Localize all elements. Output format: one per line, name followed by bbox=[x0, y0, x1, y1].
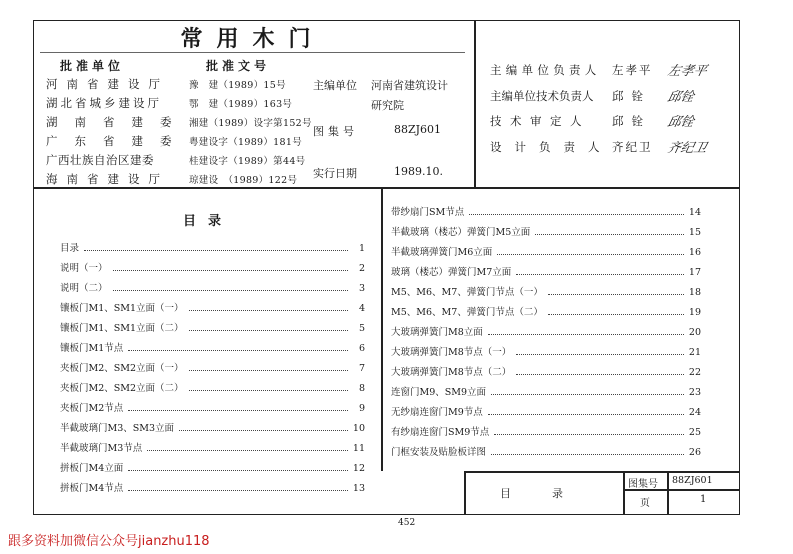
toc-item-label: 连窗门M9、SM9立面 bbox=[391, 387, 487, 398]
toc-item-page: 13 bbox=[352, 483, 365, 494]
staff-role: 设计负责人 bbox=[490, 140, 613, 154]
toc-item-label: 目录 bbox=[60, 243, 80, 254]
leader-dots bbox=[516, 374, 684, 375]
leader-dots bbox=[189, 390, 348, 391]
toc-item-page: 1 bbox=[358, 243, 365, 254]
leader-dots bbox=[128, 470, 348, 471]
leader-dots bbox=[128, 410, 348, 411]
approval-doc: 鄂 建（1989）163号 bbox=[189, 99, 293, 110]
toc-item-page: 10 bbox=[352, 423, 365, 434]
toc-item-label: 大玻璃弹簧门M8立面 bbox=[391, 327, 483, 338]
toc-item[interactable] bbox=[60, 240, 365, 254]
staff-role: 主编单位技术负责人 bbox=[490, 89, 594, 103]
atlas-value: 88ZJ601 bbox=[394, 123, 442, 136]
toc-item-page: 8 bbox=[358, 383, 365, 394]
leader-dots bbox=[548, 294, 684, 295]
toc-item-page: 23 bbox=[688, 387, 701, 398]
toc-item-page: 12 bbox=[352, 463, 365, 474]
title-underline bbox=[40, 52, 465, 53]
leader-dots bbox=[469, 214, 684, 215]
approval-doc: 桂建设字（1989）第44号 bbox=[189, 156, 306, 167]
approval-unit: 湖南省建委 bbox=[46, 115, 189, 129]
staff-signature: 邱铨 bbox=[665, 115, 696, 130]
toc-item-page: 17 bbox=[688, 267, 701, 278]
toc-item-page: 14 bbox=[688, 207, 701, 218]
leader-dots bbox=[84, 250, 348, 251]
toc-item-page: 26 bbox=[688, 447, 701, 458]
toc-item-label: 玻璃（楼芯）弹簧门M7立面 bbox=[391, 267, 512, 278]
toc-item-page: 6 bbox=[358, 343, 365, 354]
toc-item-page: 19 bbox=[688, 307, 701, 318]
leader-dots bbox=[516, 354, 684, 355]
toc-item[interactable] bbox=[60, 440, 365, 454]
toc-item[interactable] bbox=[391, 244, 701, 258]
toc-item-label: M5、M6、M7、弹簧门节点（一） bbox=[391, 287, 543, 298]
toc-item-label: 说明（一） bbox=[60, 263, 108, 274]
toc-item[interactable] bbox=[60, 260, 365, 274]
staff-signature: 邱铨 bbox=[665, 90, 696, 105]
leader-dots bbox=[189, 370, 348, 371]
approval-unit: 海南省建设厅 bbox=[46, 172, 169, 186]
toc-item-label: 夹板门M2、SM2立面（二） bbox=[60, 383, 184, 394]
date-label: 实行日期 bbox=[313, 167, 357, 180]
toc-item-page: 3 bbox=[358, 283, 365, 294]
staff-name: 齐纪卫 bbox=[612, 140, 653, 154]
toc-item-label: 半截玻璃门M3、SM3立面 bbox=[60, 423, 175, 434]
title-block-top bbox=[464, 471, 740, 473]
toc-item-page: 25 bbox=[688, 427, 701, 438]
approval-doc: 粤建设字（1989）181号 bbox=[189, 137, 303, 148]
toc-item[interactable] bbox=[60, 320, 365, 334]
approval-unit: 河南省建设厅 bbox=[46, 77, 169, 91]
approval-unit: 广东省建委 bbox=[46, 134, 189, 148]
title-block-page-label: 页 bbox=[640, 498, 650, 509]
toc-item[interactable] bbox=[60, 420, 365, 434]
toc-item[interactable] bbox=[391, 444, 701, 458]
toc-item-label: 半截玻璃弹簧门M6立面 bbox=[391, 247, 493, 258]
leader-dots bbox=[548, 314, 684, 315]
toc-item[interactable] bbox=[391, 344, 701, 358]
toc-item[interactable] bbox=[60, 380, 365, 394]
staff-name: 左孝平 bbox=[612, 63, 653, 77]
toc-item-page: 20 bbox=[688, 327, 701, 338]
title-block-atlas-label: 图集号 bbox=[628, 479, 658, 490]
toc-item-label: 镶板门M1节点 bbox=[60, 343, 124, 354]
title-block-mid2 bbox=[667, 471, 669, 514]
staff-name: 邱铨 bbox=[612, 89, 651, 103]
toc-item-label: 夹板门M2、SM2立面（一） bbox=[60, 363, 184, 374]
toc-item[interactable] bbox=[391, 284, 701, 298]
toc-item-page: 7 bbox=[358, 363, 365, 374]
toc-item[interactable] bbox=[60, 360, 365, 374]
toc-item[interactable] bbox=[391, 424, 701, 438]
toc-item-label: 门框安装及贴脸板详图 bbox=[391, 447, 487, 458]
leader-dots bbox=[494, 434, 684, 435]
title-block-page-value: 1 bbox=[700, 494, 707, 505]
toc-item[interactable] bbox=[60, 300, 365, 314]
toc-item-page: 24 bbox=[688, 407, 701, 418]
leader-dots bbox=[147, 450, 348, 451]
editor-value: 河南省建筑设计 bbox=[371, 79, 448, 92]
toc-item[interactable] bbox=[60, 340, 365, 354]
toc-column-divider bbox=[381, 188, 383, 471]
staff-role: 主编单位负责人 bbox=[490, 63, 601, 77]
leader-dots bbox=[128, 350, 348, 351]
toc-item-label: 半截玻璃（楼芯）弹簧门M5立面 bbox=[391, 227, 531, 238]
leader-dots bbox=[488, 334, 684, 335]
leader-dots bbox=[491, 394, 684, 395]
toc-item-page: 16 bbox=[688, 247, 701, 258]
approval-doc: 豫 建（1989）15号 bbox=[189, 80, 286, 91]
toc-item-page: 5 bbox=[358, 323, 365, 334]
approval-unit: 广西壮族自治区建委 bbox=[46, 153, 154, 167]
toc-item-label: 夹板门M2节点 bbox=[60, 403, 124, 414]
toc-item-page: 9 bbox=[358, 403, 365, 414]
toc-item[interactable] bbox=[391, 224, 701, 238]
toc-item[interactable] bbox=[60, 460, 365, 474]
staff-signature: 左孝平 bbox=[665, 64, 709, 79]
toc-item[interactable] bbox=[391, 324, 701, 338]
header-right-divider bbox=[474, 20, 476, 188]
toc-item[interactable] bbox=[60, 280, 365, 294]
approval-doc: 琼建设 （1989）122号 bbox=[189, 175, 298, 186]
toc-item-label: 拼板门M4节点 bbox=[60, 483, 124, 494]
staff-signature: 齐纪卫 bbox=[665, 141, 709, 156]
leader-dots bbox=[179, 430, 348, 431]
title-block-name: 目 录 bbox=[500, 487, 565, 500]
title-block-left bbox=[464, 471, 466, 514]
toc-item[interactable] bbox=[391, 384, 701, 398]
leader-dots bbox=[516, 274, 684, 275]
title-block-atlas-value: 88ZJ601 bbox=[672, 475, 713, 486]
toc-item[interactable] bbox=[391, 404, 701, 418]
toc-item[interactable] bbox=[391, 264, 701, 278]
staff-role: 技术审定人 bbox=[490, 114, 590, 128]
leader-dots bbox=[113, 290, 348, 291]
page-number: 452 bbox=[398, 518, 416, 528]
toc-item[interactable] bbox=[60, 480, 365, 494]
toc-item-label: 镶板门M1、SM1立面（二） bbox=[60, 323, 184, 334]
toc-item[interactable] bbox=[60, 400, 365, 414]
approval-doc-header: 批准文号 bbox=[206, 59, 271, 73]
toc-item[interactable] bbox=[391, 364, 701, 378]
toc-item-page: 11 bbox=[352, 443, 365, 454]
toc-item-page: 2 bbox=[358, 263, 365, 274]
toc-item-label: 有纱扇连窗门SM9节点 bbox=[391, 427, 490, 438]
title-block-mid bbox=[623, 471, 625, 514]
leader-dots bbox=[113, 270, 348, 271]
toc-item-label: M5、M6、M7、弹簧门节点（二） bbox=[391, 307, 543, 318]
editor-value-line2: 研究院 bbox=[371, 99, 404, 112]
toc-item-label: 拼板门M4立面 bbox=[60, 463, 124, 474]
leader-dots bbox=[497, 254, 684, 255]
toc-item-page: 22 bbox=[688, 367, 701, 378]
leader-dots bbox=[189, 310, 348, 311]
leader-dots bbox=[491, 454, 684, 455]
staff-name: 邱铨 bbox=[612, 114, 651, 128]
toc-item[interactable] bbox=[391, 204, 701, 218]
header-divider bbox=[33, 187, 740, 189]
toc-item-label: 镶板门M1、SM1立面（一） bbox=[60, 303, 184, 314]
leader-dots bbox=[535, 234, 684, 235]
date-value: 1989.10. bbox=[394, 165, 443, 178]
toc-item-page: 21 bbox=[688, 347, 701, 358]
toc-item-label: 说明（二） bbox=[60, 283, 108, 294]
toc-item-label: 大玻璃弹簧门M8节点（二） bbox=[391, 367, 512, 378]
toc-item-page: 15 bbox=[688, 227, 701, 238]
leader-dots bbox=[189, 330, 348, 331]
toc-item-label: 大玻璃弹簧门M8节点（一） bbox=[391, 347, 512, 358]
editor-label: 主编单位 bbox=[313, 79, 357, 92]
toc-item-label: 带纱扇门SM节点 bbox=[391, 207, 465, 218]
atlas-label: 图集号 bbox=[313, 125, 358, 138]
approval-unit: 湖北省城乡建设厅 bbox=[46, 96, 162, 110]
toc-title: 目录 bbox=[183, 214, 234, 229]
toc-item-page: 18 bbox=[688, 287, 701, 298]
toc-item[interactable] bbox=[391, 304, 701, 318]
approval-doc: 湘建（1989）设字第152号 bbox=[189, 118, 312, 129]
page-title: 常用木门 bbox=[180, 26, 325, 52]
toc-item-label: 半截玻璃门M3节点 bbox=[60, 443, 143, 454]
watermark-text: 跟多资料加微信公众号jianzhu118 bbox=[8, 534, 210, 549]
leader-dots bbox=[128, 490, 348, 491]
leader-dots bbox=[488, 414, 684, 415]
approval-unit-header: 批准单位 bbox=[60, 59, 125, 73]
toc-item-label: 无纱扇连窗门M9节点 bbox=[391, 407, 483, 418]
toc-item-page: 4 bbox=[358, 303, 365, 314]
